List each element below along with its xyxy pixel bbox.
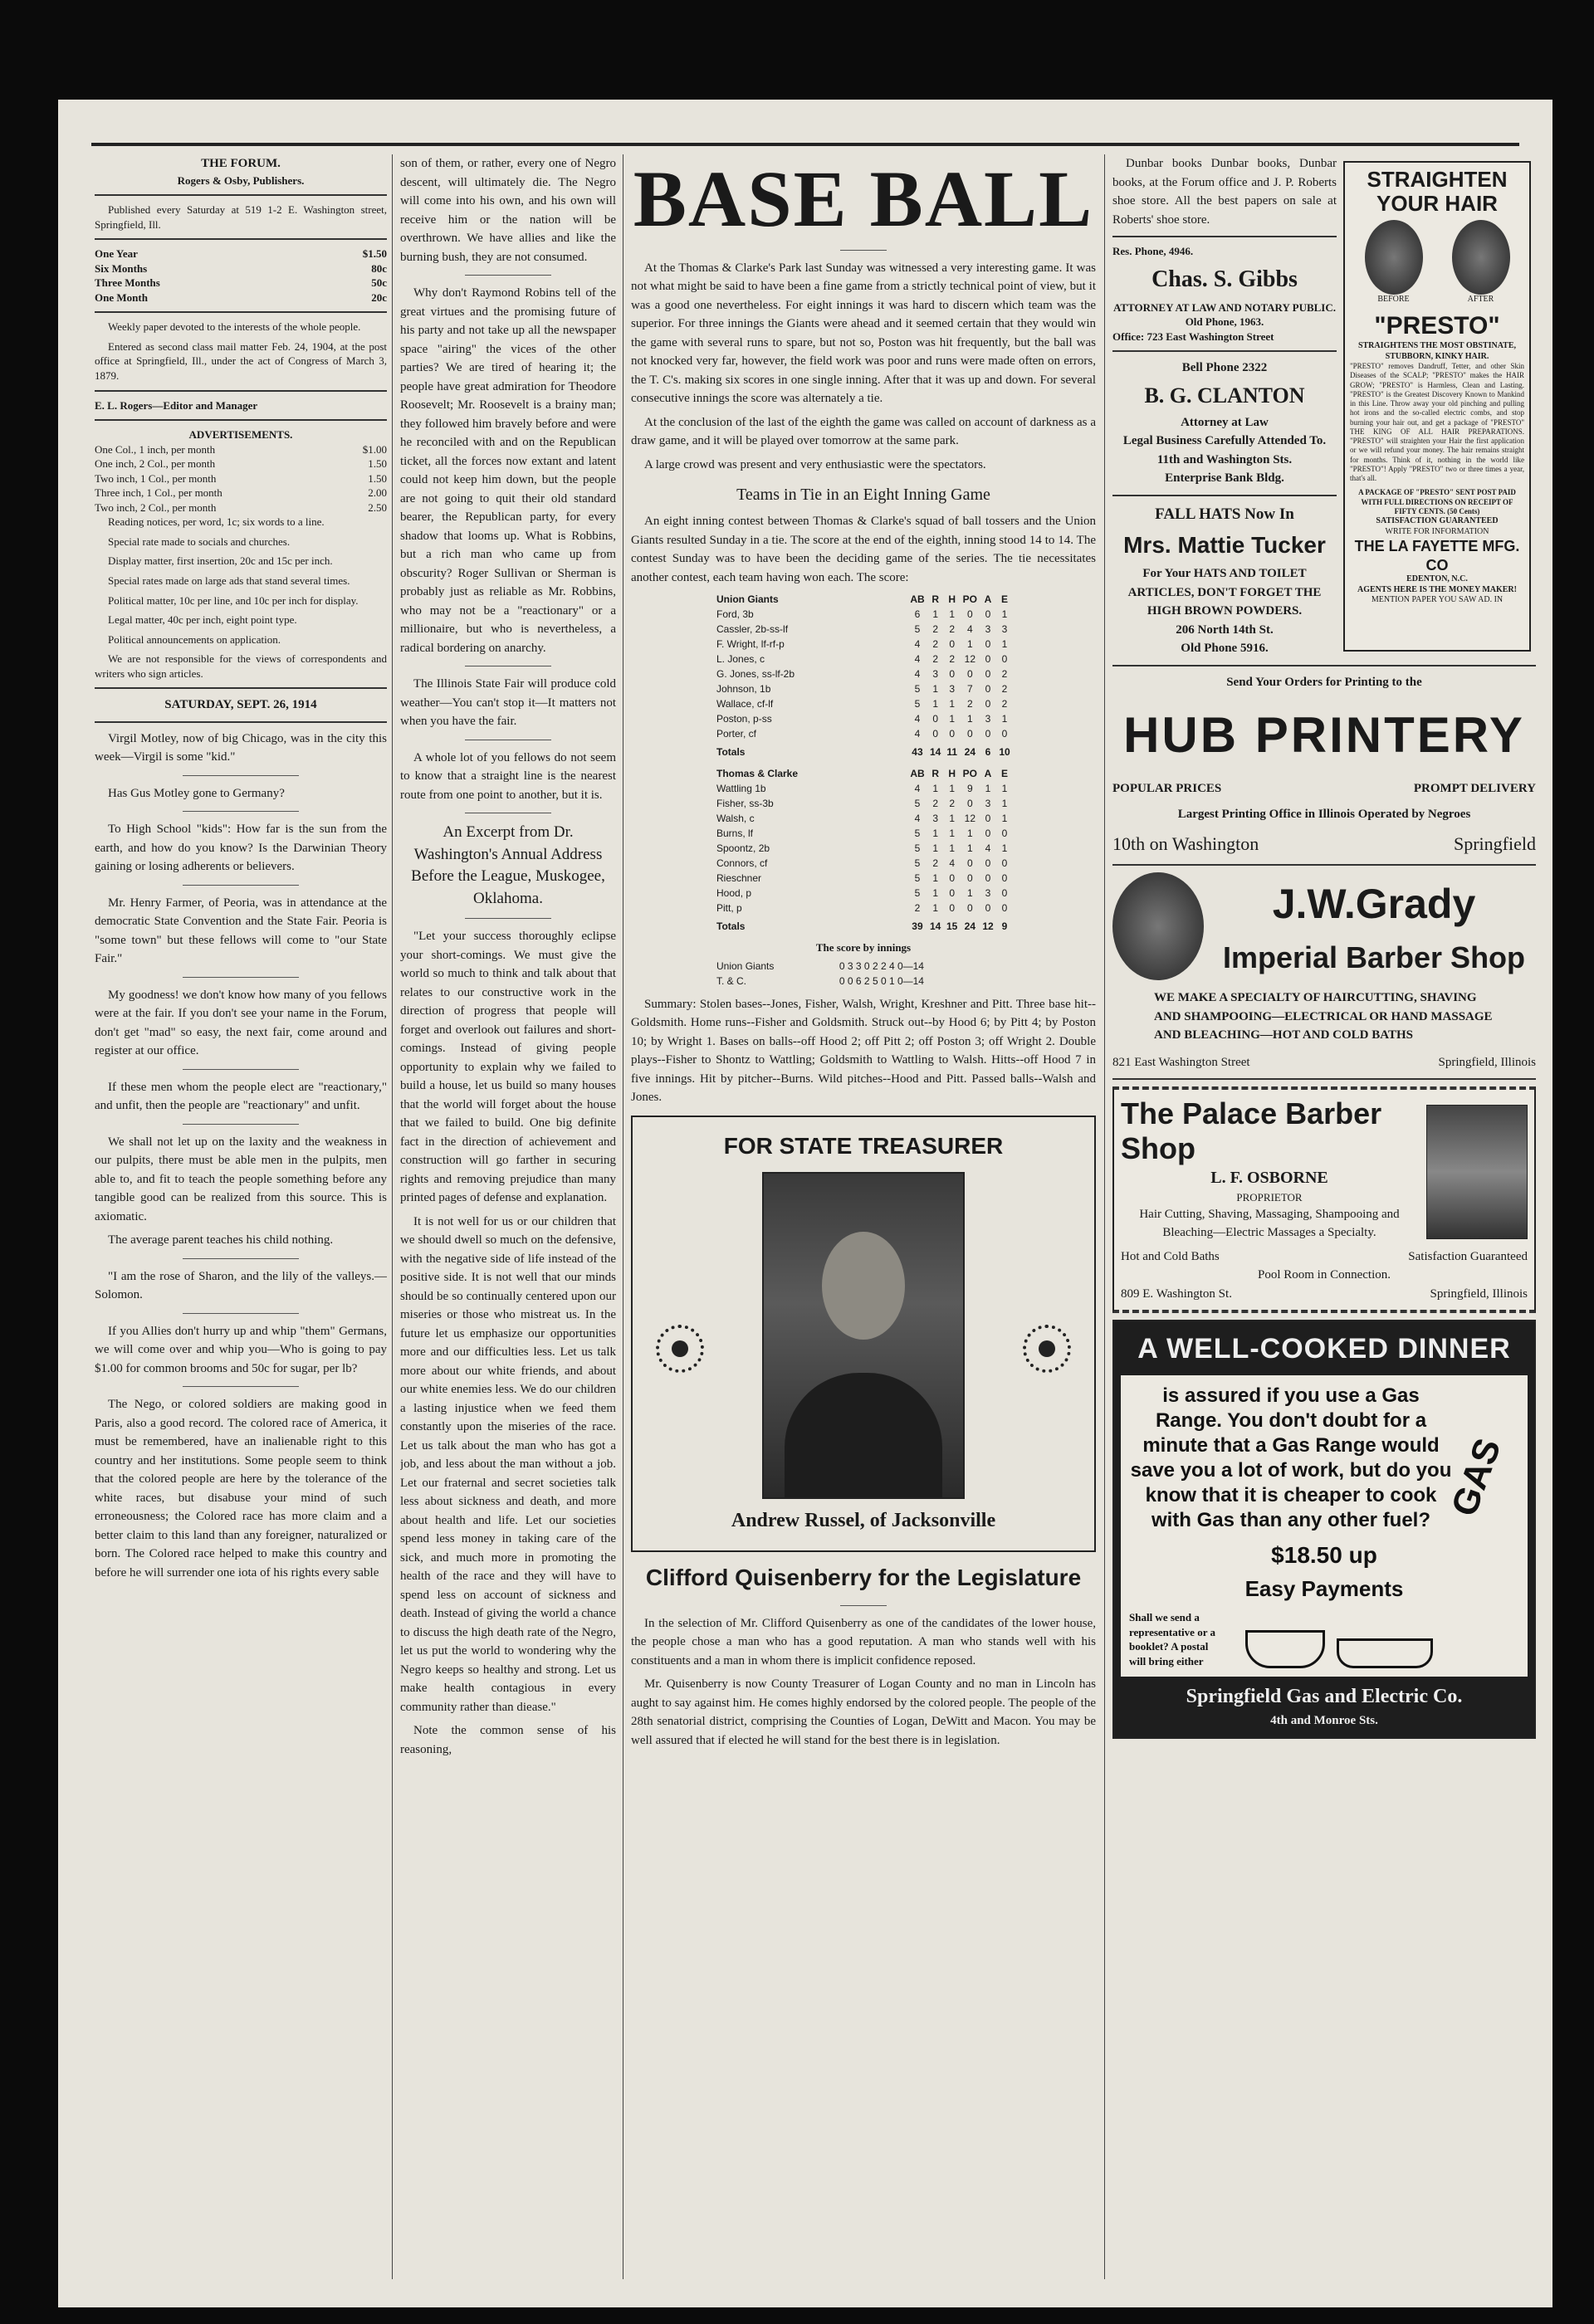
sub-row: Three Months 50c [95, 276, 387, 290]
presto-write: WRITE FOR INFORMATION [1385, 526, 1489, 536]
rate-note: Reading notices, per word, 1c; six words to a line. [108, 515, 325, 529]
line-item: A whole lot of you fellows do not seem to know that a straight line is the nearest route from one point to another, but it is. [400, 750, 616, 802]
table-row: Walsh, c 4 3 1 12 0 1 [716, 813, 1008, 825]
rate-note: Display matter, first insertion, 20c and 15c per inch. [108, 554, 333, 568]
grady-name: J.W.Grady [1272, 880, 1476, 927]
palace-sat: Satisfaction Guaranteed [1408, 1249, 1528, 1263]
legislature-para: In the selection of Mr. Clifford Quisenberry as one of the candidates of the lower house, the people chose a man who has a good reputation. A man who stands well with his constituents and a man in whom there is implicit confidence reposed. [631, 1616, 1096, 1667]
presto-head: STRAIGHTEN YOUR HAIR [1367, 167, 1508, 216]
rate-row: Two inch, 2 Col., per month 2.50 [95, 500, 387, 514]
presto-ad: STRAIGHTEN YOUR HAIR BEFORE AFTER "PRESTO" STRAIGHTENS THE MOST OBSTINATE, STUBBORN, KINKY HAIR. "PRESTO" removes Dandruff, Tetter, and other Skin Diseases of the SCALP; "PRESTO" makes the HAIR GROW; "PRESTO" is Harmless, Clean and Lasting. "PRESTO" is the Greatest Discovery Known to Mankind in this Line. Throw away your old pinching and pulling hot irons and the so-called electric combs, and stop burning your hair out, and get a package of "PRESTO" THE KING OF ALL HAIR PREPARATIONS. "PRESTO" will straighten your Hair the first application or we will refund your money. The hair remains straight for months. Think of it, nothing in the world like "PRESTO"! Apply "PRESTO" two or three times a year, that's all. A PACKAGE OF "PRESTO" SENT POST PAID WITH FULL DIRECTIONS ON RECEIPT OF FIFTY CENTS. (50 Cents) SATISFACTION GUARANTEED WRITE FOR INFORMATION THE LA FAYETTE MFG. CO EDENTON, N.C. AGENTS HERE IS THE MONEY MAKER! MENTION PAPER YOU SAW AD. IN [1343, 161, 1531, 652]
treasurer-title: FOR STATE TREASURER [723, 1132, 1004, 1159]
presto-sat: SATISFACTION GUARANTEED [1376, 516, 1499, 526]
table-row: Ford, 3b 6 1 1 0 0 1 [716, 608, 1008, 621]
grady-shop: Imperial Barber Shop [1222, 940, 1526, 974]
table-row: Johnson, 1b 5 1 3 7 0 2 [716, 683, 1008, 696]
hub-city: Springfield [1454, 833, 1536, 855]
subscription-rates [95, 247, 387, 305]
table-row: Cassler, 2b-ss-lf 5 2 2 4 3 3 [716, 623, 1008, 636]
hub-addr: 10th on Washington [1112, 833, 1259, 855]
masthead-publishers: Rogers & Osby, Publishers. [177, 173, 305, 187]
clanton-line: Legal Business Carefully Attended To. [1122, 434, 1327, 448]
gas-pay: Easy Payments [1244, 1576, 1404, 1602]
palace-body: Hair Cutting, Shaving, Massaging, Shampooing and Bleaching—Electric Massages a Specialty. [1139, 1207, 1400, 1240]
rate-note: Special rates made on large ads that stand several times. [108, 574, 350, 587]
table-row: Pitt, p 2 1 0 0 0 0 [716, 902, 1008, 915]
cookware-icon [1229, 1618, 1519, 1668]
presto-sub: STRAIGHTENS THE MOST OBSTINATE, STUBBORN, KINKY HAIR. [1357, 341, 1517, 361]
column-1 [95, 154, 387, 2279]
rate-note: We are not responsible for the views of correspondents and writers who sign articles. [95, 652, 387, 680]
presto-pkg: A PACKAGE OF "PRESTO" SENT POST PAID WITH FULL DIRECTIONS ON RECEIPT OF FIFTY CENTS. (50 Cents) [1358, 488, 1516, 515]
table-row: Spoontz, 2b 5 1 1 1 4 1 [716, 842, 1008, 855]
palace-ad [1112, 1086, 1536, 1313]
presto-agents: AGENTS HERE IS THE MONEY MAKER! [1357, 584, 1517, 594]
column-4 [1112, 154, 1536, 2279]
tucker-body: For Your HATS AND TOILET ARTICLES, DON'T FORGET THE HIGH BROWN POWDERS. [1127, 567, 1322, 618]
item: The average parent teaches his child nothing. [108, 1233, 334, 1247]
table-row: G. Jones, ss-lf-2b 4 3 0 0 0 2 [716, 668, 1008, 681]
palace-photo [1426, 1105, 1528, 1239]
excerpt-para: "Let your success thoroughly eclipse your short-comings. We must give the world so much to think and talk about that relates to our constructive work in the direction of progress that people will forget and overlook out failures and short-comings. Instead of giving people opportunity to explain why we failed to build a house, let us build so many houses that the world will forget about the house that we failed to build. One big definite fact in the direction of achievement and construction will go farther in securing rights and removing prejudice than many printed pages of defense and explanation. [400, 930, 616, 1205]
clanton-line: Enterprise Bank Bldg. [1165, 471, 1284, 486]
hub-left: POPULAR PRICES [1112, 782, 1222, 796]
grady-portrait [1112, 872, 1204, 980]
masthead-entered: Entered as second class mail matter Feb. 24, 1904, at the post office at Springfield, Ill., under the act of Congress of March 3, 1879. [95, 339, 387, 382]
grady-city: Springfield, Illinois [1438, 1055, 1536, 1069]
palace-name: The Palace Barber Shop [1121, 1096, 1382, 1165]
issue-date: SATURDAY, SEPT. 26, 1914 [164, 698, 317, 712]
table-row: F. Wright, lf-rf-p 4 2 0 1 0 1 [716, 638, 1008, 651]
table-row: L. Jones, c 4 2 2 12 0 0 [716, 653, 1008, 666]
rate-row: Two inch, 1 Col., per month 1.50 [95, 471, 387, 485]
table-row: Wallace, cf-lf 5 1 1 2 0 2 [716, 698, 1008, 710]
masthead-published: Published every Saturday at 519 1-2 E. Washington street, Springfield, Ill. [95, 203, 387, 231]
rate-note: Special rate made to socials and churches. [108, 535, 291, 548]
item: Mr. Henry Farmer, of Peoria, was in attendance at the democratic State Convention and the State Fair. Peoria is "some town" but these fellows will come to "our State Fair." [95, 896, 387, 966]
gas-title: A WELL-COOKED DINNER [1137, 1333, 1511, 1365]
treasurer-name: Andrew Russel, of Jacksonville [731, 1509, 996, 1531]
before-portrait [1365, 220, 1423, 295]
gas-price: $18.50 up [1271, 1542, 1377, 1569]
continued-text: son of them, or rather, every one of Negro descent, will ultimately die. The Negro will come into his own, and his own will receive him or the nation will be overthrown. We have allies and like the burning bush, they are not consumed. [400, 157, 616, 264]
presto-city: EDENTON, N.C. [1406, 574, 1468, 584]
top-rule [91, 143, 1519, 146]
excerpt-para: Note the common sense of his reasoning, [400, 1724, 616, 1756]
grady-ad [1112, 872, 1536, 980]
hub-name: HUB PRINTERY [1123, 707, 1525, 764]
masthead-name: THE FORUM. [201, 157, 281, 170]
column-3 [631, 154, 1096, 2279]
item: Has Gus Motley gone to Germany? [108, 786, 285, 800]
table-row: Burns, lf 5 1 1 1 0 0 [716, 828, 1008, 840]
robins-item: Why don't Raymond Robins tell of the great virtues and the promising future of his party and not take up all the newspaper space "airing" the vices of the other parties? We are tired of hearing it; the people have great admiration for Theodore Roosevelt; Mr. Roosevelt is a brainy man; they followed him bravely before and were he reconciled with and on the Republican ticket, all the forces now extant and latent could not keep him down, but the people are not going to quit their old standard bearer, the Republican party, for every shadow that looms up. What is Robbins, but a rich man who came up from obscurity? Roger Sullivan or Sherman is probably just as reliable as Mr. Robbins, who may not be a "reactionary" or a millionaire, but who is nevertheless, a radical bordering on anarchy. [400, 286, 616, 655]
innings-table: Union Giants 0 3 3 0 2 2 4 0—14 T. & C. 0 0 6 2 5 0 1 0—14 [716, 959, 924, 987]
rate-note: Political matter, 10c per line, and 10c per inch for display. [108, 593, 359, 607]
hub-right: PROMPT DELIVERY [1413, 782, 1536, 796]
palace-city: Springfield, Illinois [1430, 1286, 1528, 1301]
innings-title: The score by innings [815, 941, 912, 954]
baseball-para: A large crowd was present and very enthusiastic were the spectators. [644, 457, 986, 471]
rate-note: Political announcements on application. [108, 632, 281, 646]
presto-co: THE LA FAYETTE MFG. CO [1354, 538, 1520, 574]
gas-word: GAS [1443, 1433, 1509, 1522]
table-row: Rieschner 5 1 0 0 0 0 [716, 872, 1008, 885]
gibbs-res-phone: Res. Phone, 4946. [1112, 245, 1194, 257]
table-row: Porter, cf 4 0 0 0 0 0 [716, 728, 1008, 740]
clanton-line: 11th and Washington Sts. [1156, 452, 1293, 466]
rate-note: Legal matter, 40c per inch, eight point type. [108, 613, 297, 627]
item: If these men whom the people elect are "reactionary," and unfit, then the people are "reactionary" and unfit. [95, 1080, 387, 1113]
item: If you Allies don't hurry up and whip "them" Germans, we will come over and whip you—Who is going to pay $1.00 for common brooms and 50c for sugar, per lb? [95, 1324, 387, 1375]
item: We shall not let up on the laxity and the weakness in our pulpits, there must be able men in the pulpits, men able to, and fit to teach the people something before any tangible good can be realized from this source. This is axiomatic. [95, 1135, 387, 1223]
gas-send: Shall we send a representative or a booklet? A postal will bring either [1129, 1611, 1215, 1667]
excerpt-title: An Excerpt from Dr. Washington's Annual Address Before the League, Muskogee, Oklahoma. [411, 823, 605, 907]
baseball-para: At the Thomas & Clarke's Park last Sunday was witnessed a very interesting game. It was not what might be said to have been a fine game from a strictly technical point of view, but it was a good one nevertheless. For eight innings it was hard to discern which team was the superior. For three innings the Giants were ahead and it seemed certain that they would win the game with several runs to spare, but not so, Poston was hit frequently, but the ball was not knocked very far, however, the field work was poor and runs were made often on errors, the T. C's. making six scores in one single inning. After that it was up and down. For several consecutive innings the score was alternately a tie. [631, 261, 1096, 406]
after-portrait [1452, 220, 1510, 295]
ornament-icon [1023, 1325, 1071, 1373]
sub-row: One Month 20c [95, 290, 387, 304]
fair-item: The Illinois State Fair will produce cold weather—You can't stop it—It matters not when you have the fair. [400, 677, 616, 728]
column-rule [392, 154, 393, 2279]
palace-owner: L. F. OSBORNE [1210, 1168, 1328, 1187]
gibbs-phone: Old Phone, 1963. [1185, 315, 1264, 329]
tucker-top: FALL HATS Now In [1155, 505, 1294, 523]
rate-row: One inch, 2 Col., per month 1.50 [95, 457, 387, 471]
palace-hot: Hot and Cold Baths [1121, 1249, 1220, 1263]
treasurer-box [631, 1116, 1096, 1552]
column-2 [400, 154, 616, 2279]
box-score-tc: Thomas & Clarke AB R H PO A E Wattling 1b 4 1 1 9 1 1 Fisher, ss-3b 5 2 2 0 3 1 Walsh, c 4 3 1 12 0 1 Burns, lf 5 1 1 1 0 0 Spoontz, 2b 5 1 1 1 4 1 Connors, cf 5 2 4 0 0 0 Rieschner 5 1 0 0 0 0 Hood, p 5 1 0 1 3 0 Pitt, p 2 1 0 0 0 0 Totals 39 14 15 24 12 9 [714, 766, 1013, 934]
palace-addr: 809 E. Washington St. [1121, 1286, 1232, 1301]
rate-row: One Col., 1 inch, per month $1.00 [95, 442, 387, 456]
gas-body: is assured if you use a Gas Range. You don't doubt for a minute that a Gas Range would save you a lot of work, but do you know that it is cheaper to cook with Gas than any other fuel? [1130, 1384, 1452, 1532]
clanton-role: Attorney at Law [1181, 415, 1269, 429]
newspaper-page [58, 100, 1552, 2307]
table-row: Hood, p 5 1 0 1 3 0 [716, 887, 1008, 900]
ad-rates [95, 442, 387, 515]
baseball-para: At the conclusion of the last of the eighth the game was called on account of darkness as a draw game, and it will be played over tomorrow at the same park. [631, 415, 1096, 448]
legislature-title: Clifford Quisenberry for the Legislature [645, 1564, 1082, 1590]
gibbs-role: ATTORNEY AT LAW AND NOTARY PUBLIC. [1112, 300, 1337, 314]
presto-mention: MENTION PAPER YOU SAW AD. IN [1371, 595, 1504, 605]
baseball-para: An eight inning contest between Thomas & Clarke's squad of ball tossers and the Union Giants resulted Sunday in a tie. The score at the end of the eighth, inning stood 14 to 14. The contest Sunday was to have been the deciding game of the series. The tie necessitates another contest, each team having won each. The score: [631, 515, 1096, 584]
excerpt-para: It is not well for us or our children that we should dwell so much on the defensive, with the negative side of life instead of the positive side. It is not well that our minds should be so continually centered upon our miseries or those who mistreat us. In the future let us emphasize our opportunities more and our difficulties less. Let us talk more about our white friends, and about our white enemies less. We do our children a lasting injustice when we feed them constantly upon the miseries of the race. Let us talk about the man who has got a job, and less about the man without a job. Let our fraternal and secret societies talk less about sickness and death, and more about health and life. Let our societies spend less money in taking care of the sick, and much more in promoting the health of the race and they will have to spend less on account of sickness and death. Instead of giving the world a chance to discuss the high death rate of the Negro, let us put the world to wondering why the Negro keeps so healthy and strong. Let us make health contagious in every community rather than diease." [400, 1214, 616, 1714]
box-score-union: Union Giants AB R H PO A E Ford, 3b 6 1 1 0 0 1 Cassler, 2b-ss-lf 5 2 2 4 3 3 F. Wright, lf-rf-p 4 2 0 1 0 1 L. Jones, c 4 2 2 12 0 0 G. Jones, ss-lf-2b 4 3 0 0 0 2 Johnson, 1b 5 1 3 7 0 2 Wallace, cf-lf 5 1 1 2 0 2 Poston, p-ss 4 0 1 1 3 1 Porter, cf 4 0 0 0 0 0 Totals 43 14 11 24 6 10 [714, 592, 1013, 759]
tucker-phone: Old Phone 5916. [1181, 642, 1269, 656]
presto-body: "PRESTO" removes Dandruff, Tetter, and other Skin Diseases of the SCALP; "PRESTO" makes the HAIR GROW; "PRESTO" is Harmless, Clean and Lasting. "PRESTO" is the Greatest Discovery Known to Mankind in this Line. Throw away your old pinching and pulling hot irons and the so-called electric combs, and stop burning your hair out, and get a package of "PRESTO" THE KING OF ALL HAIR PREPARATIONS. "PRESTO" will straighten your Hair the first application or we will refund your money. The hair remains straight for months. Think of it, nothing in the world like "PRESTO"! Apply "PRESTO" two or three times a year, that's all. [1350, 362, 1524, 483]
grady-addr: 821 East Washington Street [1112, 1055, 1250, 1069]
table-row: Wattling 1b 4 1 1 9 1 1 [716, 783, 1008, 795]
gas-co: Springfield Gas and Electric Co. [1186, 1686, 1463, 1708]
baseball-summary: Summary: Stolen bases--Jones, Fisher, Walsh, Wright, Kreshner and Pitt. Three base hit--Goldsmith. Home runs--Fisher and Goldsmith. Struck out--by Hood 6; by Pitt 4; by Poston 10; by Wright 1. Bases on balls--off Hood 2; off Pitt 2; off Poston 3; off Wright 2. Double plays--Fisher to Shontz to Wattling; Goldsmith to Wattling to Walsh. Hitts--off Hood 7 in five innings. Hit by pitcher--Burns. Wild pitches--Hood and Pitt. Passed balls--Walsh and Jones. [631, 997, 1096, 1105]
gibbs-name: Chas. S. Gibbs [1151, 266, 1298, 292]
hub-top: Send Your Orders for Printing to the [1226, 675, 1422, 689]
tucker-addr: 206 North 14th St. [1176, 622, 1274, 637]
baseball-headline: BASE BALL [633, 154, 1094, 243]
gas-ad [1112, 1320, 1536, 1739]
gibbs-office: Office: 723 East Washington Street [1112, 330, 1274, 343]
item: Virgil Motley, now of big Chicago, was in the city this week—Virgil is some "kid." [95, 731, 387, 764]
clanton-name: B. G. CLANTON [1144, 383, 1305, 408]
sub-row: One Year $1.50 [95, 247, 387, 261]
palace-pool: Pool Room in Connection. [1257, 1268, 1391, 1282]
legislature-para: Mr. Quisenberry is now County Treasurer of Logan County and no man in Lincoln has aught to say against him. He comes highly endorsed by the colored people. The people of the 28th senatorial district, comprising the Counties of Logan, DeWitt and Macon. You may be well assured that if elected he will stand for the best there is in legislation. [631, 1677, 1096, 1747]
palace-prop: PROPRIETOR [1236, 1190, 1303, 1204]
item: "I am the rose of Sharon, and the lily of the valleys.—Solomon. [95, 1269, 387, 1302]
table-row: Poston, p-ss 4 0 1 1 3 1 [716, 713, 1008, 725]
item: To High School "kids": How far is the sun from the earth, and how do you know? Is the Darwinian Theory gaining or losing adherents or believers. [95, 823, 387, 874]
candidate-photo [762, 1172, 965, 1499]
item: My goodness! we don't know how many of you fellows were at the fair. If you don't see your name in the Forum, don't get "mad" so easy, the next fair, come around and register at our office. [95, 988, 387, 1058]
rate-row: Three inch, 1 Col., per month 2.00 [95, 486, 387, 500]
ornament-icon [656, 1325, 704, 1373]
baseball-subhead: Teams in Tie in an Eight Inning Game [736, 486, 990, 505]
presto-name: "PRESTO" [1374, 311, 1500, 339]
dunbar-ad: Dunbar books Dunbar books, Dunbar books, at the Forum office and J. P. Roberts shoe store. All the best papers on sale at Roberts' shoe store. [1112, 157, 1337, 227]
masthead-editor: E. L. Rogers—Editor and Manager [95, 398, 258, 412]
ads-title: ADVERTISEMENTS. [188, 428, 293, 442]
table-row: Fisher, ss-3b 5 2 2 0 3 1 [716, 798, 1008, 810]
gas-addr: 4th and Monroe Sts. [1270, 1714, 1378, 1728]
hub-largest: Largest Printing Office in Illinois Operated by Negroes [1177, 807, 1471, 821]
sub-row: Six Months 80c [95, 261, 387, 275]
grady-body: WE MAKE A SPECIALTY OF HAIRCUTTING, SHAVING AND SHAMPOOING—ELECTRICAL OR HAND MASSAGE AND BLEACHING—HOT AND COLD BATHS [1154, 991, 1493, 1042]
column-rule [1104, 154, 1105, 2279]
item: The Nego, or colored soldiers are making good in Paris, also a good record. The colored race of America, it must be remembered, have an inalienable right to this country and her institutions. Some people seem to think that the colored people are here by the tolerance of the white races, but disabuse your mind of such erroneousness; the Colored race has more claim and a better claim to this land than any foreigner, naturalized or born. The Colored race helped to make this country and before he will surrender one iota of his rights every sable [95, 1398, 387, 1579]
clanton-phone: Bell Phone 2322 [1181, 361, 1268, 375]
tucker-name: Mrs. Mattie Tucker [1123, 532, 1326, 559]
table-row: Connors, cf 5 2 4 0 0 0 [716, 857, 1008, 870]
masthead-devoted: Weekly paper devoted to the interests of the whole people. [108, 320, 361, 334]
